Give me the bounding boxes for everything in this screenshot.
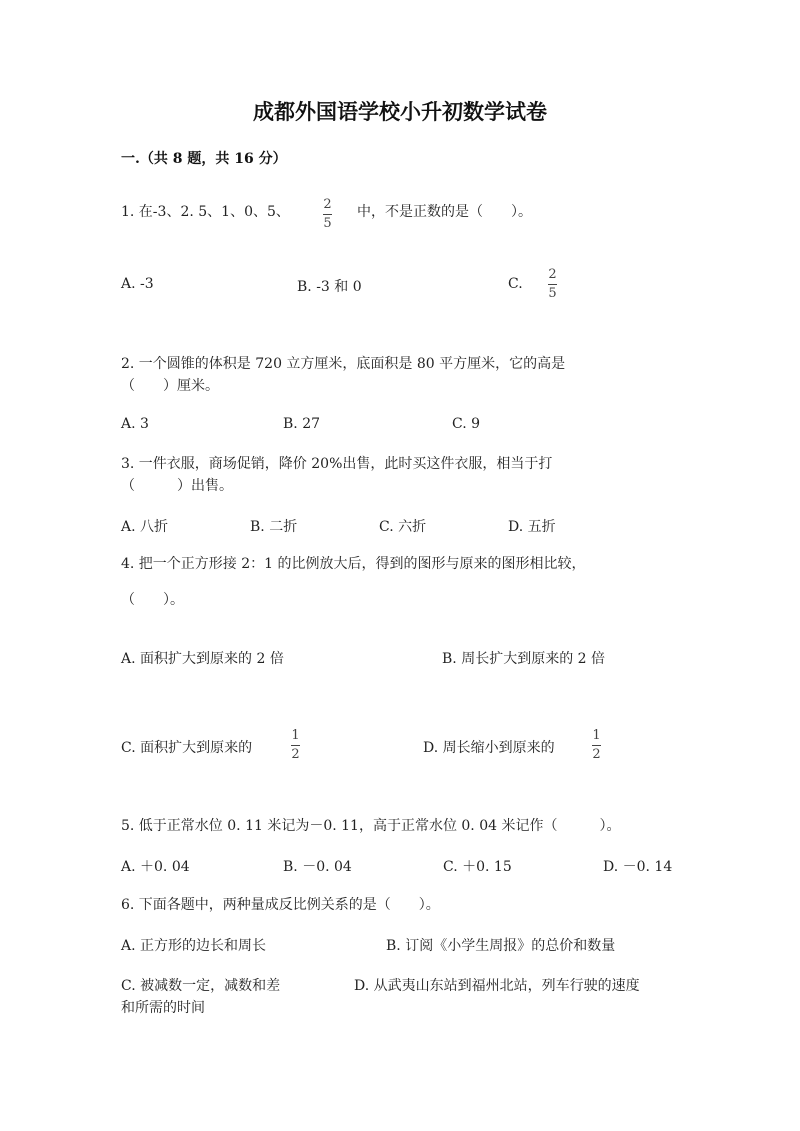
question-6-stem: 6. 下面各题中，两种量成反比例关系的是（ ）。 xyxy=(121,897,440,913)
question-3-line-2: （ ）出售。 xyxy=(121,478,233,494)
question-5-option-d[interactable]: D. －0. 14 xyxy=(603,859,673,875)
section-heading: 一.（共 8 题，共 16 分） xyxy=(121,151,287,167)
fraction-bar xyxy=(548,284,557,285)
question-5-option-a[interactable]: A. ＋0. 04 xyxy=(121,859,190,875)
question-6-option-b[interactable]: B. 订阅《小学生周报》的总价和数量 xyxy=(386,938,616,954)
question-1-option-c[interactable]: C. xyxy=(508,276,523,292)
question-4-line-1: 4. 把一个正方形接 2：1 的比例放大后，得到的图形与原来的图形相比较， xyxy=(121,556,586,572)
question-2-option-c[interactable]: C. 9 xyxy=(452,416,481,432)
question-6-option-c[interactable]: C. 被减数一定，减数和差 xyxy=(121,978,281,994)
fraction-denominator: 2 xyxy=(592,747,601,762)
question-3-option-c[interactable]: C. 六折 xyxy=(379,519,427,535)
question-6-option-a[interactable]: A. 正方形的边长和周长 xyxy=(121,938,267,954)
fraction-bar xyxy=(592,745,601,746)
fraction-denominator: 5 xyxy=(323,216,332,231)
question-5-stem: 5. 低于正常水位 0. 11 米记为－0. 11，高于正常水位 0. 04 米记作（ ）。 xyxy=(121,818,621,834)
question-1-option-c-fraction xyxy=(548,268,557,301)
question-1-stem-a: 1. 在-3、2. 5、1、0、5、 xyxy=(121,204,290,220)
question-4-option-a[interactable]: A. 面积扩大到原来的 2 倍 xyxy=(121,651,284,667)
fraction-bar xyxy=(291,745,300,746)
question-4-option-b[interactable]: B. 周长扩大到原来的 2 倍 xyxy=(442,651,605,667)
fraction-numerator: 1 xyxy=(592,728,601,743)
question-2-option-b[interactable]: B. 27 xyxy=(283,416,321,432)
question-4-line-2: （ ）。 xyxy=(121,592,184,608)
question-1-stem-b: 中，不是正数的是（ ）。 xyxy=(357,204,532,220)
question-6-option-d[interactable]: D. 从武夷山东站到福州北站，列车行驶的速度 xyxy=(354,978,640,994)
question-4-option-d-fraction xyxy=(592,729,601,762)
question-1-option-a[interactable]: A. -3 xyxy=(121,276,154,292)
fraction-denominator: 5 xyxy=(548,286,557,301)
question-4-option-c[interactable]: C. 面积扩大到原来的 xyxy=(121,740,253,756)
question-2-line-2: （ ）厘米。 xyxy=(121,378,219,394)
question-5-option-c[interactable]: C. ＋0. 15 xyxy=(443,859,512,875)
question-2-option-a[interactable]: A. 3 xyxy=(121,416,149,432)
question-2-line-1: 2. 一个圆锥的体积是 720 立方厘米，底面积是 80 平方厘米，它的高是 xyxy=(121,356,566,372)
question-6-option-c-continuation: 和所需的时间 xyxy=(121,1000,205,1016)
fraction-bar xyxy=(323,214,332,215)
question-3-line-1: 3. 一件衣服，商场促销，降价 20%出售，此时买这件衣服，相当于打 xyxy=(121,456,553,472)
fraction-numerator: 1 xyxy=(291,728,300,743)
question-4-option-c-fraction xyxy=(291,729,300,762)
question-1-option-b[interactable]: B. -3 和 0 xyxy=(297,279,362,295)
fraction-denominator: 2 xyxy=(291,747,300,762)
question-1-fraction xyxy=(323,198,332,231)
question-3-option-d[interactable]: D. 五折 xyxy=(508,519,556,535)
question-3-option-a[interactable]: A. 八折 xyxy=(121,519,169,535)
question-3-option-b[interactable]: B. 二折 xyxy=(250,519,298,535)
fraction-numerator: 2 xyxy=(323,197,332,212)
question-5-option-b[interactable]: B. －0. 04 xyxy=(283,859,352,875)
question-4-option-d[interactable]: D. 周长缩小到原来的 xyxy=(423,740,555,756)
page-title: 成都外国语学校小升初数学试卷 xyxy=(253,99,547,124)
fraction-numerator: 2 xyxy=(548,267,557,282)
